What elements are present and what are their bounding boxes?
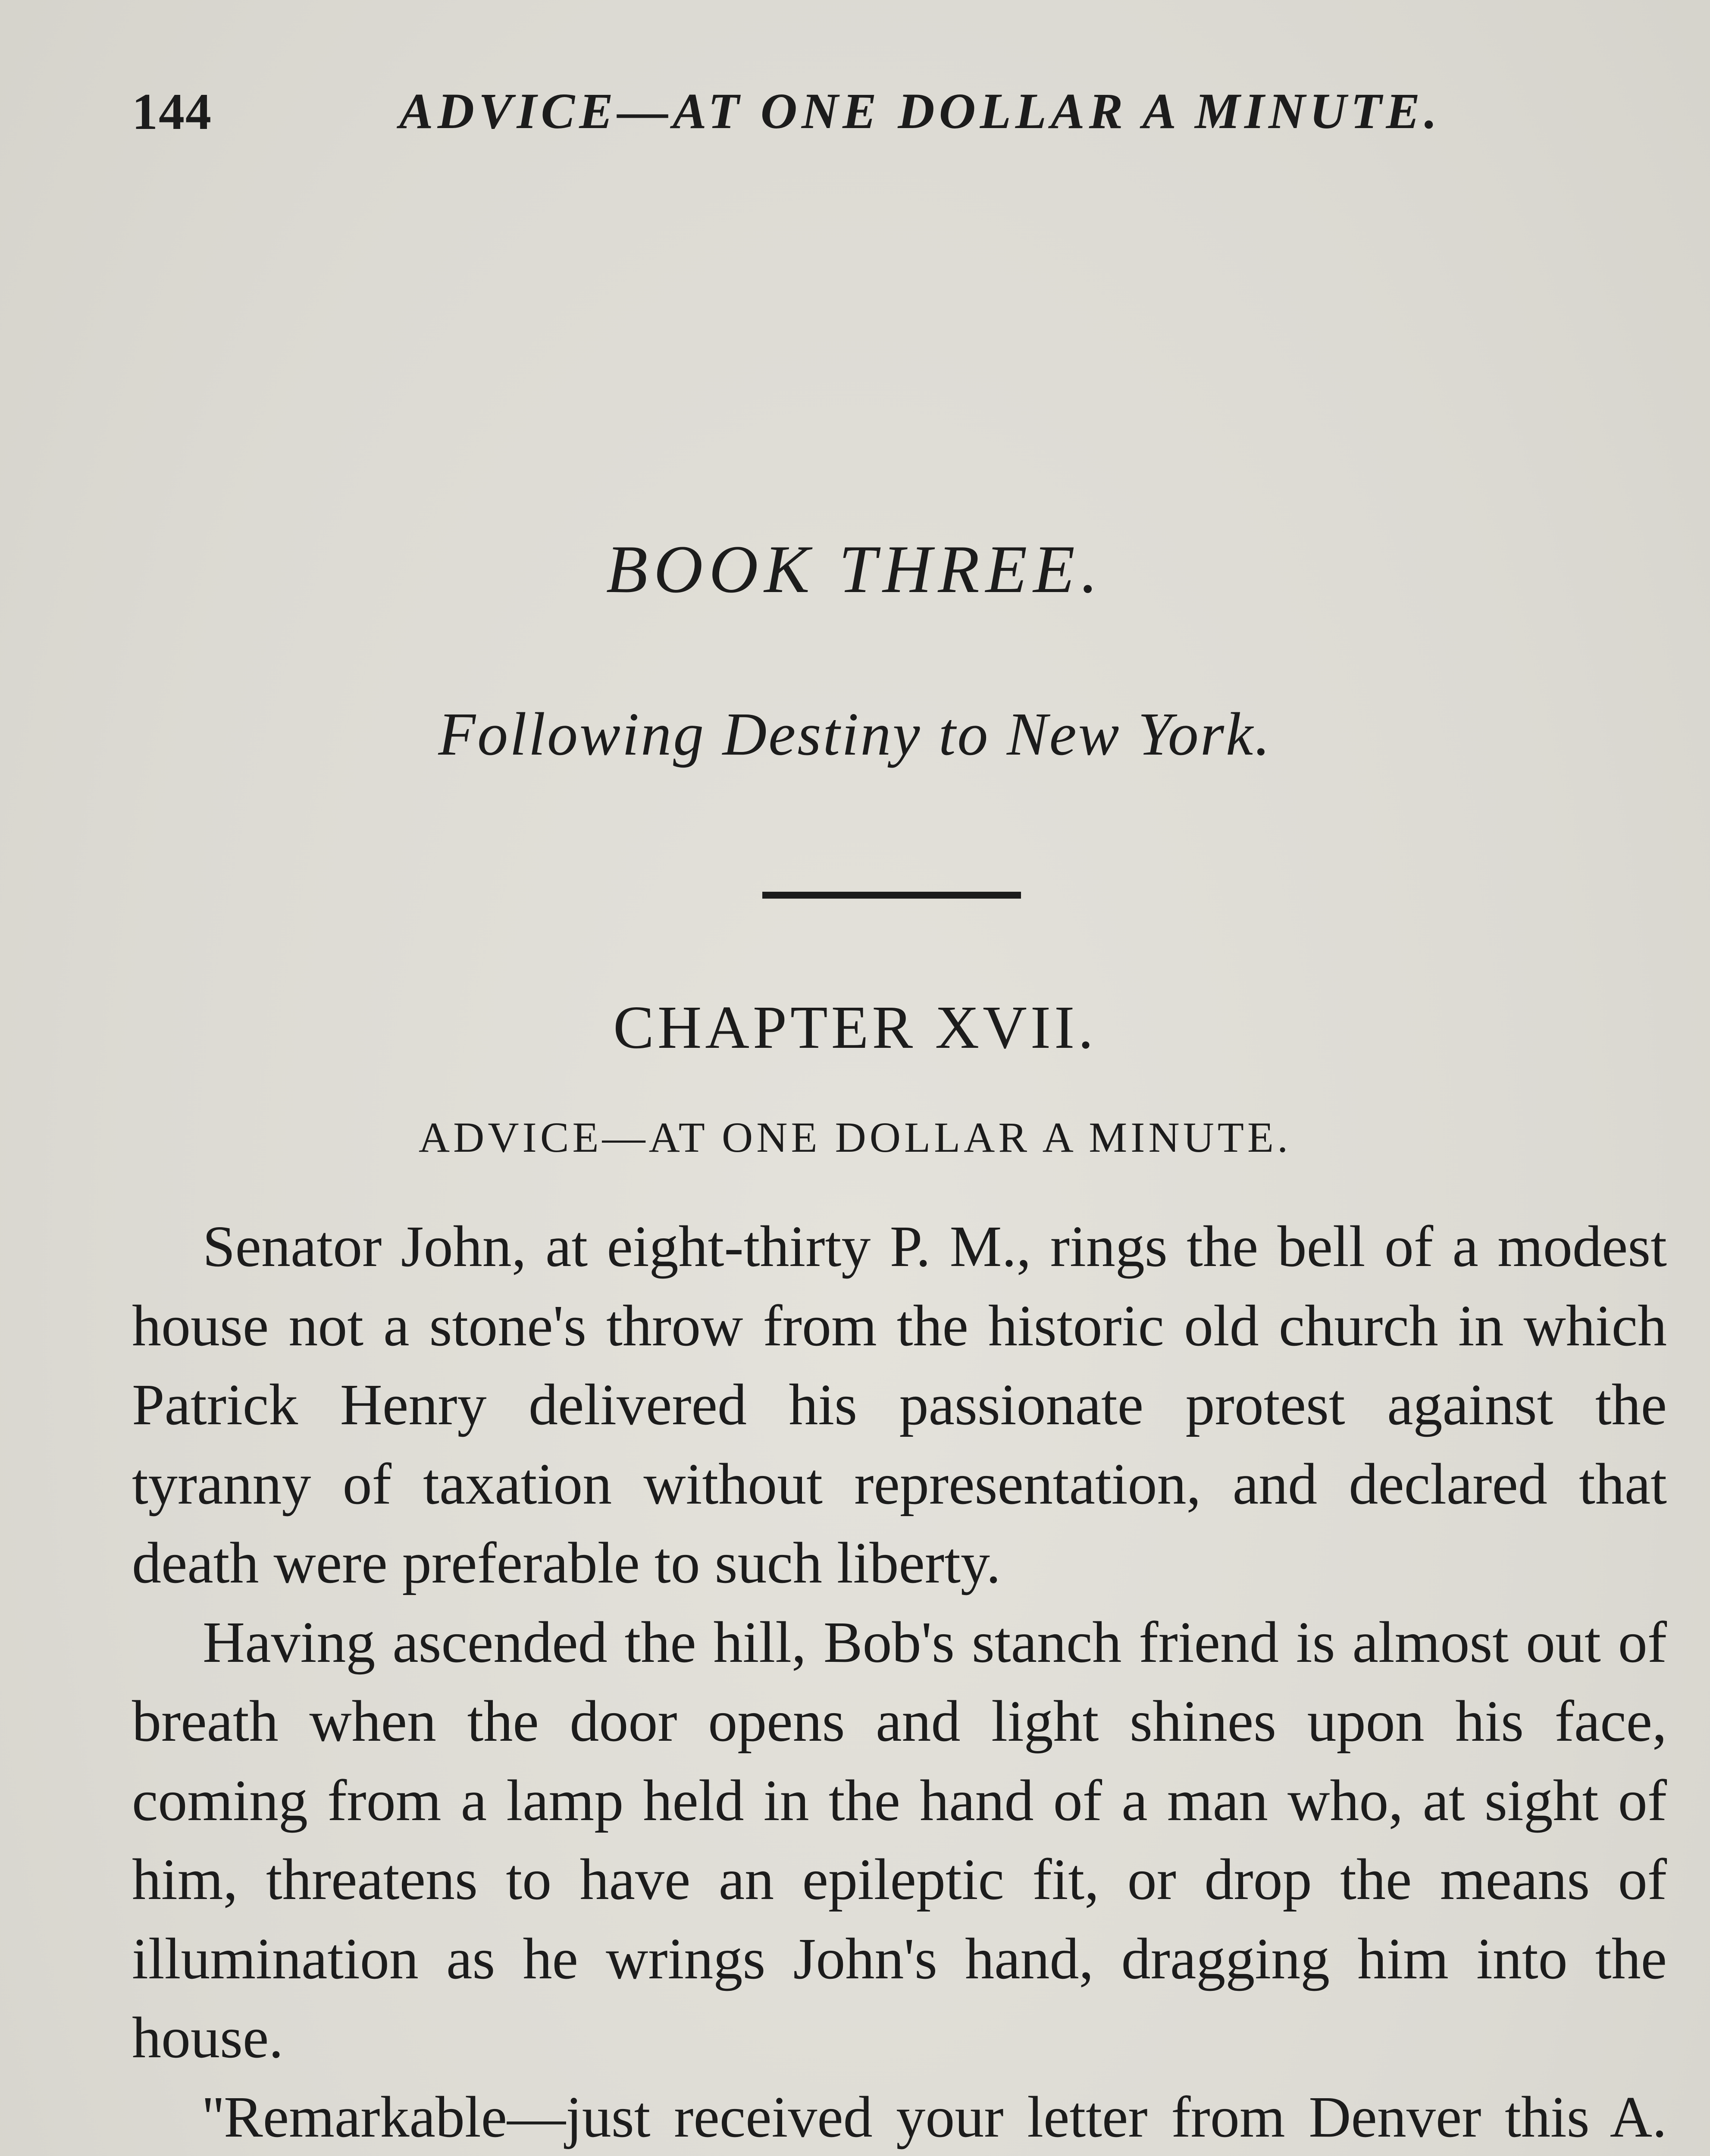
paragraph: ''Remarkable—just received your letter from Denver this A. xyxy=(203,2084,1667,2150)
body-text xyxy=(132,1207,1667,2156)
section-divider xyxy=(762,892,1021,899)
book-title: BOOK THREE. xyxy=(606,532,1104,607)
paragraph: Having ascended the hill, Bob's stanch friend is almost out of breath when the door opens and light shines upon his face, coming from a lamp held in the hand of a man who, at sight of him, threatens to have an epileptic fit, or drop the means of illumination as he wrings John's hand, dragging him into the house. xyxy=(132,1610,1667,2070)
running-head xyxy=(132,82,1637,147)
chapter-title: ADVICE—AT ONE DOLLAR A MINUTE. xyxy=(418,1113,1292,1161)
paragraph: Senator John, at eight-thirty P. M., rings the bell of a modest house not a stone's throw from the historic old church in which Patrick Henry delivered his passionate protest against the tyranny of taxation without representation, and declared that death were preferable to such liberty. xyxy=(132,1214,1667,1595)
running-title: ADVICE—AT ONE DOLLAR A MINUTE. xyxy=(399,83,1441,139)
page-number: 144 xyxy=(132,83,212,140)
chapter-number: CHAPTER XVII. xyxy=(613,993,1097,1061)
book-subtitle: Following Destiny to New York. xyxy=(438,700,1272,768)
